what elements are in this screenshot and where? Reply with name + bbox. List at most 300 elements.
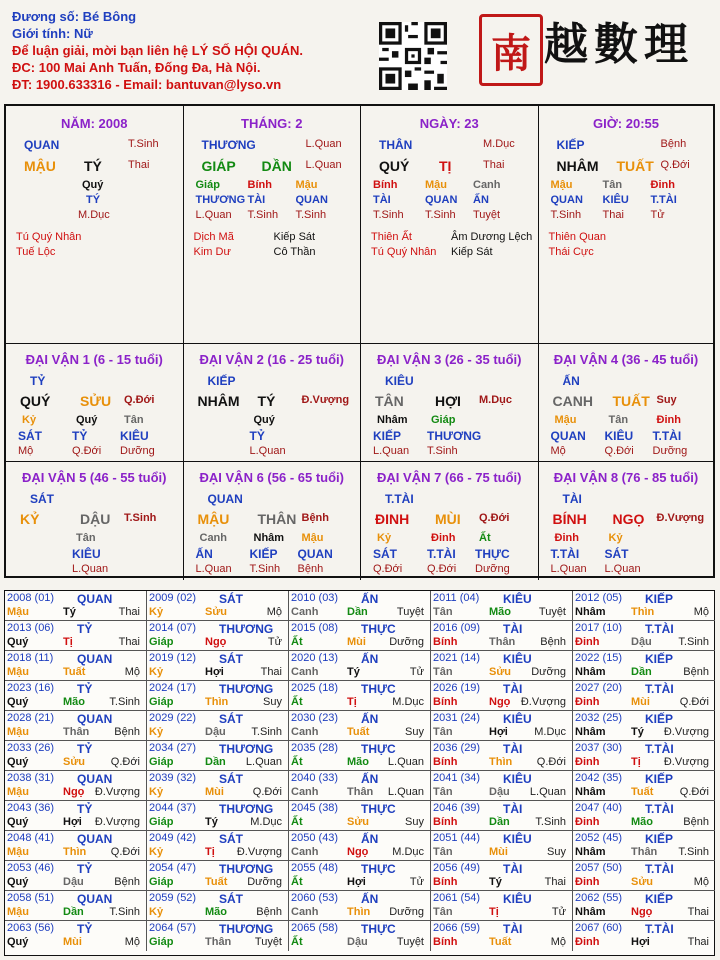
year-branch: Dần bbox=[63, 906, 84, 918]
hidden-stem: Bính bbox=[373, 179, 398, 191]
year-label: 2028 (21) bbox=[7, 712, 55, 724]
year-branch: Tuất bbox=[631, 786, 654, 798]
year-label: 2052 (45) bbox=[575, 832, 623, 844]
year-branch: Thìn bbox=[63, 846, 87, 858]
year-stage: Mộ bbox=[124, 666, 140, 678]
hidden-stem: Mậu bbox=[295, 179, 318, 191]
year-ten-god: T.TÀI bbox=[645, 682, 674, 696]
stage-label: Đ.Vượng bbox=[656, 512, 705, 524]
year-stage: Suy bbox=[547, 846, 566, 858]
year-branch: Tị bbox=[489, 906, 499, 918]
year-branch: Mão bbox=[205, 906, 227, 918]
hidden-stage: L.Quan bbox=[72, 563, 109, 575]
year-ten-god: ẤN bbox=[361, 772, 379, 786]
year-ten-god: QUAN bbox=[77, 772, 113, 786]
year-stage: Đ.Vượng bbox=[94, 786, 140, 798]
pillar-title: GIỜ: 20:55 bbox=[592, 116, 659, 131]
hidden-ten-god: ẤN bbox=[195, 547, 213, 561]
year-ten-god: TÀI bbox=[503, 622, 523, 636]
year-stage: Bệnh bbox=[114, 726, 140, 738]
year-stem: Tân bbox=[433, 906, 453, 918]
year-branch: Hợi bbox=[631, 936, 650, 948]
year-ten-god: THƯƠNG bbox=[219, 742, 274, 756]
star-label: Tú Quý Nhân bbox=[371, 246, 437, 258]
star-label: Kiếp Sát bbox=[451, 246, 493, 258]
year-stem: Ất bbox=[291, 816, 303, 828]
year-stage: Mộ bbox=[693, 606, 709, 618]
hidden-stage: T.Sinh bbox=[427, 445, 458, 457]
year-stem: Kỷ bbox=[149, 666, 164, 678]
ten-god-label: QUAN bbox=[207, 492, 243, 506]
year-ten-god: ẤN bbox=[361, 832, 379, 846]
year-cell bbox=[289, 591, 431, 621]
year-label: 2027 (20) bbox=[575, 682, 623, 694]
stage-label: Q.Đới bbox=[479, 512, 510, 524]
hidden-stem: Đinh bbox=[431, 532, 456, 544]
year-ten-god: SÁT bbox=[219, 652, 243, 666]
year-branch: Ngọ bbox=[347, 846, 369, 858]
year-stem: Kỷ bbox=[149, 606, 164, 618]
year-stem: Tân bbox=[433, 726, 453, 738]
year-cell bbox=[147, 741, 289, 771]
dai-van-cell bbox=[361, 462, 539, 580]
year-stem: Ất bbox=[291, 936, 303, 948]
year-label: 2042 (35) bbox=[575, 772, 623, 784]
year-ten-god: QUAN bbox=[77, 652, 113, 666]
phone-email: ĐT: 1900.633316 - Email: bantuvan@lyso.vn bbox=[12, 77, 282, 92]
year-ten-god: KIÊU bbox=[503, 832, 532, 846]
year-stem: Mậu bbox=[7, 906, 29, 918]
heavenly-stem: QUÝ bbox=[379, 158, 410, 174]
year-branch: Dần bbox=[347, 606, 368, 618]
year-stage: M.Dục bbox=[534, 726, 566, 738]
star-label: Tú Quý Nhân bbox=[16, 231, 82, 243]
hidden-stem: Mậu bbox=[554, 414, 577, 426]
year-stem: Canh bbox=[291, 846, 319, 858]
year-stage: Q.Đới bbox=[110, 756, 140, 768]
year-label: 2067 (60) bbox=[575, 922, 623, 934]
year-stage: Đ.Vượng bbox=[236, 846, 282, 858]
year-ten-god: THƯƠNG bbox=[219, 862, 274, 876]
hidden-stage: T.Sinh bbox=[550, 209, 582, 221]
year-stem: Đinh bbox=[575, 876, 600, 888]
year-stem: Bính bbox=[433, 936, 458, 948]
year-stem: Tân bbox=[433, 786, 453, 798]
year-stem: Canh bbox=[291, 606, 319, 618]
hidden-ten-god: KIÊU bbox=[120, 429, 149, 443]
hidden-ten-god: THƯƠNG bbox=[427, 429, 482, 443]
year-label: 2012 (05) bbox=[575, 592, 623, 604]
year-stage: Dưỡng bbox=[531, 666, 566, 678]
star-label: Cô Thần bbox=[273, 246, 316, 258]
year-ten-god: KIẾP bbox=[645, 772, 674, 786]
year-branch: Ngọ bbox=[205, 636, 227, 648]
year-stem: Mậu bbox=[7, 666, 29, 678]
year-branch: Sửu bbox=[63, 756, 86, 768]
annual-luck-table bbox=[4, 590, 715, 956]
year-label: 2055 (48) bbox=[291, 862, 339, 874]
hidden-ten-god: TÀI bbox=[373, 194, 391, 206]
hidden-stage: M.Dục bbox=[78, 209, 110, 221]
year-label: 2035 (28) bbox=[291, 742, 339, 754]
year-branch: Mão bbox=[631, 816, 653, 828]
year-stage: Thai bbox=[687, 906, 709, 918]
year-stage: Thai bbox=[118, 606, 140, 618]
year-cell bbox=[147, 831, 289, 861]
dai-van-title: ĐẠI VẬN 4 (36 - 45 tuổi) bbox=[553, 352, 699, 367]
year-label: 2030 (23) bbox=[291, 712, 339, 724]
year-stage: Thai bbox=[687, 936, 709, 948]
year-ten-god: TÀI bbox=[503, 862, 523, 876]
year-cell bbox=[431, 621, 573, 651]
year-stage: Tử bbox=[409, 876, 424, 888]
year-stem: Kỷ bbox=[149, 726, 164, 738]
year-cell bbox=[431, 861, 573, 891]
year-stage: Đ.Vượng bbox=[663, 756, 709, 768]
year-stage: Tuyệt bbox=[396, 936, 424, 948]
year-stem: Bính bbox=[433, 816, 458, 828]
year-cell bbox=[5, 711, 147, 741]
year-stage: Tử bbox=[409, 666, 424, 678]
year-label: 2038 (31) bbox=[7, 772, 55, 784]
year-label: 2026 (19) bbox=[433, 682, 481, 694]
year-cell bbox=[5, 801, 147, 831]
hidden-ten-god: T.TÀI bbox=[550, 547, 580, 561]
year-label: 2019 (12) bbox=[149, 652, 197, 664]
year-branch: Thân bbox=[63, 726, 90, 738]
year-stem: Canh bbox=[291, 666, 319, 678]
year-cell bbox=[573, 771, 715, 801]
year-stage: Dưỡng bbox=[247, 876, 282, 888]
year-stage: Tuyệt bbox=[396, 606, 424, 618]
year-stem: Bính bbox=[433, 756, 458, 768]
year-branch: Tị bbox=[347, 696, 357, 708]
dai-van-cell bbox=[6, 344, 184, 462]
year-branch: Tý bbox=[347, 666, 360, 678]
year-cell bbox=[5, 741, 147, 771]
hidden-ten-god: TÀI bbox=[247, 194, 266, 206]
year-cell bbox=[147, 681, 289, 711]
year-branch: Ngọ bbox=[63, 786, 85, 798]
year-branch: Mùi bbox=[489, 846, 508, 858]
year-cell bbox=[573, 861, 715, 891]
year-stage: M.Dục bbox=[392, 696, 424, 708]
hidden-ten-god: T.TÀI bbox=[650, 194, 677, 206]
year-cell bbox=[5, 921, 147, 951]
hidden-stage: Q.Đới bbox=[427, 563, 457, 575]
year-stage: Bệnh bbox=[114, 876, 140, 888]
star-label: Thiên Ất bbox=[371, 231, 412, 243]
year-branch: Mão bbox=[347, 756, 369, 768]
year-cell bbox=[289, 801, 431, 831]
year-label: 2050 (43) bbox=[291, 832, 339, 844]
year-stem: Canh bbox=[291, 906, 319, 918]
year-cell bbox=[431, 681, 573, 711]
hidden-ten-god: TÝ bbox=[86, 194, 101, 206]
heavenly-stem: NHÂM bbox=[556, 158, 599, 174]
year-stage: Bệnh bbox=[683, 816, 709, 828]
hidden-ten-god: KIẾP bbox=[373, 429, 402, 443]
year-label: 2064 (57) bbox=[149, 922, 197, 934]
year-cell bbox=[5, 831, 147, 861]
dai-van-title: ĐẠI VẬN 8 (76 - 85 tuổi) bbox=[553, 470, 699, 485]
year-ten-god: KIÊU bbox=[503, 892, 532, 906]
year-stem: Kỷ bbox=[149, 846, 164, 858]
year-cell bbox=[147, 591, 289, 621]
hidden-stem: Tân bbox=[124, 414, 144, 426]
year-ten-god: KIẾP bbox=[645, 712, 674, 726]
year-stem: Quý bbox=[7, 636, 29, 648]
year-ten-god: THƯƠNG bbox=[219, 922, 274, 936]
hidden-ten-god: SÁT bbox=[18, 429, 42, 443]
ten-god-label: QUAN bbox=[24, 138, 60, 152]
hidden-stage: Q.Đới bbox=[72, 445, 102, 457]
year-cell bbox=[5, 651, 147, 681]
seal-stamp: 南 bbox=[479, 14, 543, 86]
year-stem: Ất bbox=[291, 876, 303, 888]
year-ten-god: THỰC bbox=[361, 622, 396, 636]
year-ten-god: ẤN bbox=[361, 592, 379, 606]
hidden-ten-god: KIÊU bbox=[72, 547, 101, 561]
year-cell bbox=[573, 741, 715, 771]
year-label: 2033 (26) bbox=[7, 742, 55, 754]
year-stem: Tân bbox=[433, 606, 453, 618]
year-ten-god: THỰC bbox=[361, 682, 396, 696]
year-ten-god: TỶ bbox=[77, 802, 93, 816]
year-branch: Tý bbox=[63, 606, 76, 618]
year-stage: Suy bbox=[405, 726, 424, 738]
hidden-stage: Dưỡng bbox=[120, 445, 155, 457]
hidden-stem: Đinh bbox=[656, 414, 681, 426]
earthly-branch: TÝ bbox=[257, 393, 276, 409]
year-ten-god: TỶ bbox=[77, 682, 93, 696]
year-stage: Tử bbox=[551, 906, 566, 918]
dai-van-cell bbox=[361, 344, 539, 462]
year-stem: Quý bbox=[7, 936, 29, 948]
year-branch: Tuất bbox=[347, 726, 370, 738]
year-stage: Mộ bbox=[550, 936, 566, 948]
year-ten-god: T.TÀI bbox=[645, 862, 674, 876]
year-stage: Thai bbox=[260, 666, 282, 678]
year-cell bbox=[147, 711, 289, 741]
year-branch: Hợi bbox=[205, 666, 224, 678]
year-stage: T.Sinh bbox=[678, 846, 709, 858]
year-ten-god: KIẾP bbox=[645, 892, 674, 906]
year-cell bbox=[147, 801, 289, 831]
year-ten-god: ẤN bbox=[361, 712, 379, 726]
year-cell bbox=[289, 861, 431, 891]
earthly-branch: DẬU bbox=[80, 511, 111, 527]
year-label: 2039 (32) bbox=[149, 772, 197, 784]
year-ten-god: T.TÀI bbox=[645, 742, 674, 756]
hidden-stem: Mậu bbox=[301, 532, 324, 544]
year-stem: Bính bbox=[433, 876, 458, 888]
year-stem: Ất bbox=[291, 756, 303, 768]
year-cell bbox=[573, 891, 715, 921]
stage-label: Bệnh bbox=[660, 138, 687, 150]
year-branch: Tị bbox=[631, 756, 641, 768]
hidden-stem: Tân bbox=[608, 414, 629, 426]
pillar-title: NĂM: 2008 bbox=[61, 116, 128, 131]
year-branch: Hợi bbox=[63, 816, 82, 828]
hidden-stage: Tuyệt bbox=[473, 209, 501, 221]
year-stage: Dưỡng bbox=[389, 636, 424, 648]
year-label: 2053 (46) bbox=[7, 862, 55, 874]
year-ten-god: QUAN bbox=[77, 832, 113, 846]
year-stem: Kỷ bbox=[149, 906, 164, 918]
dai-van-title: ĐẠI VẬN 6 (56 - 65 tuổi) bbox=[199, 470, 344, 485]
ten-god-label: TỶ bbox=[30, 374, 46, 388]
hidden-stem: Nhâm bbox=[253, 532, 285, 544]
year-branch: Dậu bbox=[631, 636, 652, 648]
hidden-ten-god: TỶ bbox=[72, 429, 88, 443]
year-ten-god: SÁT bbox=[219, 832, 243, 846]
hidden-stem: Quý bbox=[253, 414, 275, 426]
year-ten-god: T.TÀI bbox=[645, 802, 674, 816]
year-stage: Q.Đới bbox=[110, 846, 140, 858]
year-stem: Nhâm bbox=[575, 786, 606, 798]
year-stem: Giáp bbox=[149, 876, 174, 888]
year-stage: Đ.Vượng bbox=[94, 816, 140, 828]
year-ten-god: KIÊU bbox=[503, 712, 532, 726]
hidden-stem: Đinh bbox=[554, 532, 579, 544]
hidden-stage: Mộ bbox=[550, 445, 566, 457]
year-cell bbox=[573, 831, 715, 861]
year-cell bbox=[147, 621, 289, 651]
hidden-stem: Nhâm bbox=[377, 414, 408, 426]
ten-god-label: SÁT bbox=[30, 492, 54, 506]
year-label: 2013 (06) bbox=[7, 622, 55, 634]
year-label: 2049 (42) bbox=[149, 832, 197, 844]
year-cell bbox=[289, 621, 431, 651]
year-ten-god: QUAN bbox=[77, 592, 113, 606]
address: ĐC: 100 Mai Anh Tuấn, Đống Đa, Hà Nội. bbox=[12, 60, 261, 75]
year-stem: Tân bbox=[433, 846, 453, 858]
hidden-ten-god: KIÊU bbox=[602, 194, 629, 206]
year-ten-god: T.TÀI bbox=[645, 922, 674, 936]
year-cell bbox=[289, 831, 431, 861]
hidden-ten-god: KIẾP bbox=[249, 547, 278, 561]
year-cell bbox=[147, 651, 289, 681]
hidden-ten-god: T.TÀI bbox=[652, 429, 682, 443]
year-stem: Mậu bbox=[7, 606, 29, 618]
hidden-stage: T.Sinh bbox=[247, 209, 279, 221]
year-label: 2046 (39) bbox=[433, 802, 481, 814]
year-branch: Thìn bbox=[631, 606, 655, 618]
year-ten-god: KIÊU bbox=[503, 592, 532, 606]
stage-label: L.Quan bbox=[305, 138, 342, 150]
year-branch: Dần bbox=[205, 756, 226, 768]
year-stem: Quý bbox=[7, 816, 29, 828]
pillar-title: THÁNG: 2 bbox=[241, 116, 303, 131]
pillar-title: NGÀY: 23 bbox=[419, 116, 479, 131]
heavenly-stem: MẬU bbox=[24, 158, 56, 174]
year-label: 2037 (30) bbox=[575, 742, 623, 754]
year-label: 2011 (04) bbox=[433, 592, 480, 604]
dai-van-title: ĐẠI VẬN 2 (16 - 25 tuổi) bbox=[199, 352, 344, 367]
hidden-ten-god: QUAN bbox=[297, 547, 333, 561]
year-branch: Dần bbox=[489, 816, 510, 828]
year-label: 2036 (29) bbox=[433, 742, 481, 754]
year-stage: Bệnh bbox=[683, 666, 709, 678]
hidden-ten-god: QUAN bbox=[550, 194, 583, 206]
year-label: 2015 (08) bbox=[291, 622, 339, 634]
year-branch: Ngọ bbox=[489, 696, 511, 708]
ten-god-label: KIÊU bbox=[385, 374, 414, 388]
dai-van-title: ĐẠI VẬN 1 (6 - 15 tuổi) bbox=[25, 352, 163, 367]
owner-name: Đương số: Bé Bông bbox=[12, 9, 137, 24]
year-stem: Đinh bbox=[575, 696, 600, 708]
year-branch: Thân bbox=[631, 846, 658, 858]
year-stem: Nhâm bbox=[575, 726, 606, 738]
bazi-chart bbox=[4, 104, 715, 578]
hidden-stem: Tân bbox=[76, 532, 96, 544]
year-cell bbox=[5, 771, 147, 801]
year-stage: T.Sinh bbox=[251, 726, 282, 738]
heavenly-stem: CANH bbox=[552, 393, 593, 409]
hidden-stage: L.Quan bbox=[550, 563, 587, 575]
year-branch: Ngọ bbox=[631, 906, 653, 918]
hidden-stem: Kỷ bbox=[377, 532, 392, 544]
year-ten-god: TÀI bbox=[503, 922, 523, 936]
year-cell bbox=[147, 921, 289, 951]
hidden-stage: T.Sinh bbox=[373, 209, 404, 221]
year-ten-god: SÁT bbox=[219, 772, 243, 786]
year-cell bbox=[5, 621, 147, 651]
year-stem: Giáp bbox=[149, 936, 174, 948]
year-cell bbox=[5, 681, 147, 711]
year-branch: Thìn bbox=[205, 696, 229, 708]
hidden-ten-god: SÁT bbox=[604, 547, 629, 561]
star-label: Thái Cực bbox=[548, 246, 594, 258]
year-label: 2040 (33) bbox=[291, 772, 339, 784]
earthly-branch: TUẤT bbox=[612, 393, 650, 409]
year-label: 2062 (55) bbox=[575, 892, 623, 904]
year-stem: Đinh bbox=[575, 636, 600, 648]
year-ten-god: THỰC bbox=[361, 862, 396, 876]
year-branch: Thìn bbox=[347, 906, 371, 918]
year-label: 2048 (41) bbox=[7, 832, 55, 844]
year-stage: M.Dục bbox=[392, 846, 424, 858]
year-label: 2063 (56) bbox=[7, 922, 55, 934]
year-stage: Thai bbox=[544, 876, 566, 888]
year-ten-god: THƯƠNG bbox=[219, 802, 274, 816]
year-ten-god: THƯƠNG bbox=[219, 622, 274, 636]
hidden-ten-god: SÁT bbox=[373, 547, 397, 561]
year-stage: L.Quan bbox=[529, 786, 566, 798]
calligraphy-logo: 越數理 bbox=[544, 19, 694, 70]
hidden-stage: Bệnh bbox=[297, 563, 324, 575]
earthly-branch: HỢI bbox=[435, 393, 461, 409]
year-label: 2014 (07) bbox=[149, 622, 197, 634]
year-stem: Giáp bbox=[149, 696, 174, 708]
year-branch: Dậu bbox=[205, 726, 226, 738]
hidden-stage: L.Quan bbox=[249, 445, 286, 457]
dai-van-cell bbox=[6, 462, 184, 580]
year-cell bbox=[147, 891, 289, 921]
year-stem: Quý bbox=[7, 756, 29, 768]
year-branch: Hợi bbox=[347, 876, 366, 888]
year-cell bbox=[573, 801, 715, 831]
year-label: 2045 (38) bbox=[291, 802, 339, 814]
year-stem: Giáp bbox=[149, 816, 174, 828]
hidden-stage: Q.Đới bbox=[373, 563, 403, 575]
year-branch: Thân bbox=[205, 936, 232, 948]
year-ten-god: KIÊU bbox=[503, 772, 532, 786]
year-ten-god: TỶ bbox=[77, 742, 93, 756]
year-stage: Bệnh bbox=[540, 636, 566, 648]
year-label: 2065 (58) bbox=[291, 922, 339, 934]
